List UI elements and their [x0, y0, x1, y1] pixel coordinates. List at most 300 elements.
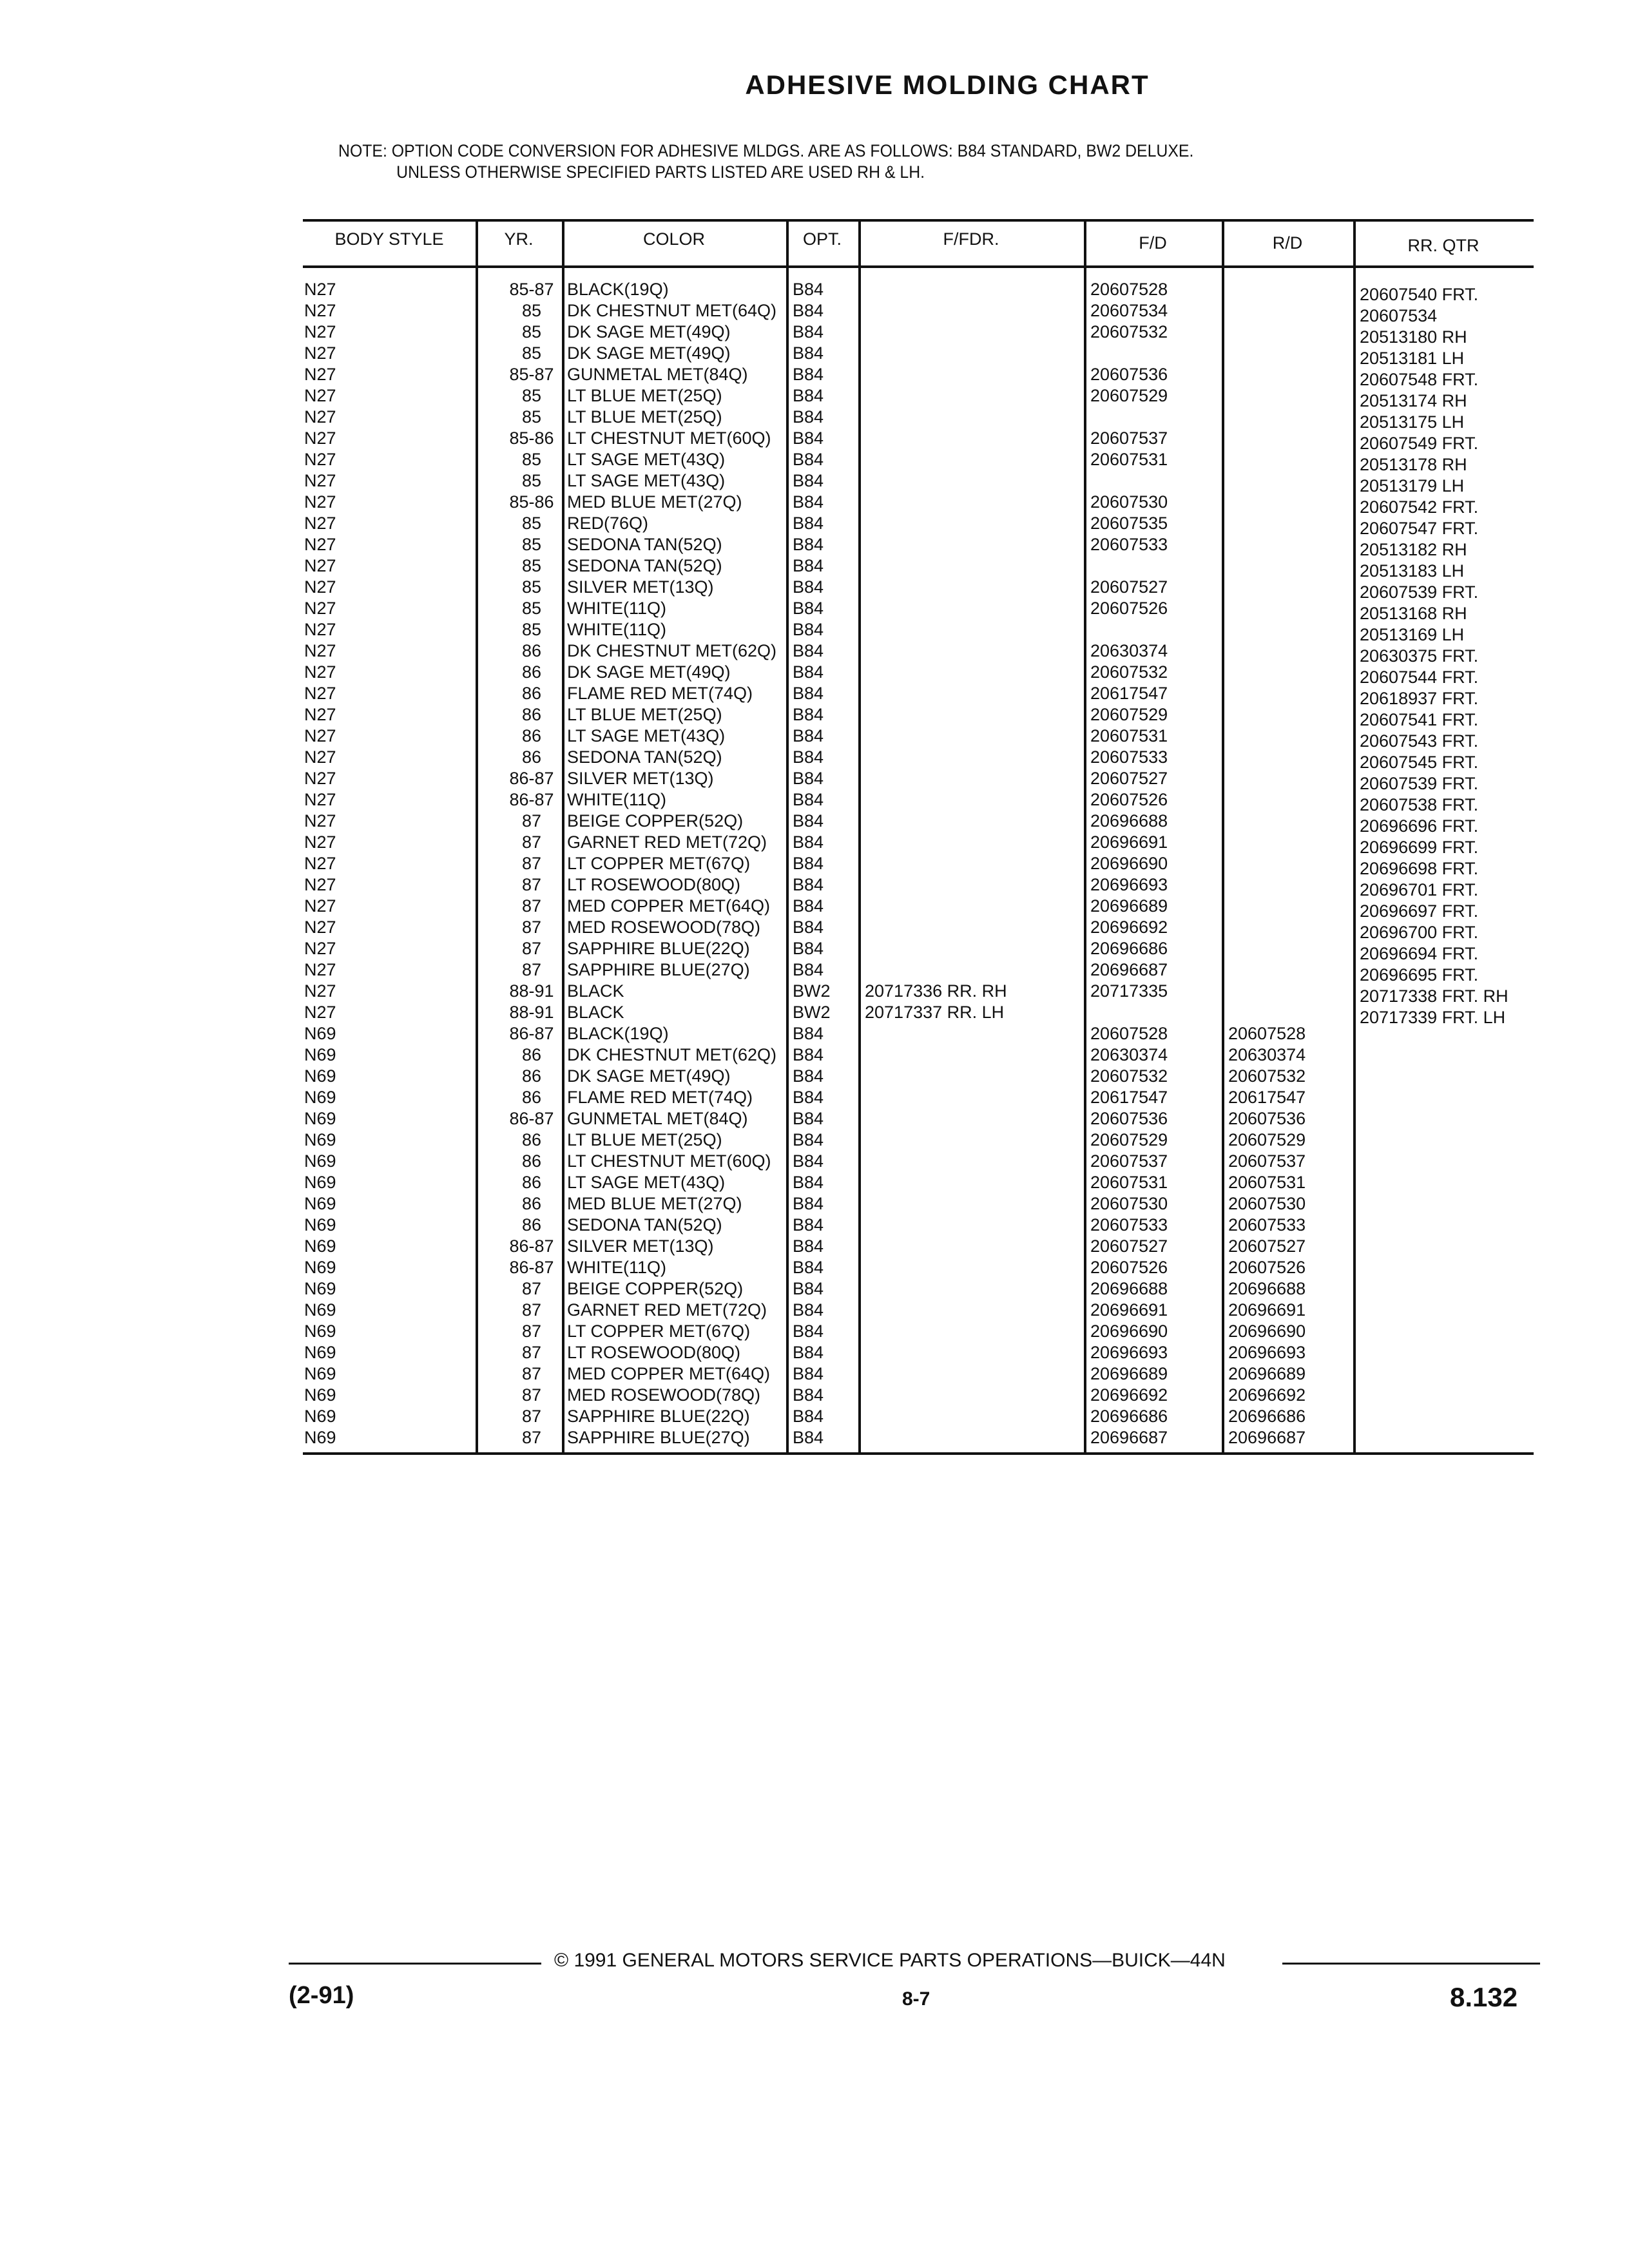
table-top-rule	[303, 219, 1534, 222]
cell-r-d: 20617547	[1228, 1088, 1306, 1107]
cell-rr-qtr: 20607545 FRT.	[1360, 753, 1479, 772]
cell-color: LT CHESTNUT MET(60Q)	[567, 428, 771, 448]
cell-opt: B84	[793, 1109, 824, 1128]
cell-color: WHITE(11Q)	[567, 1258, 666, 1277]
table-row	[303, 662, 1534, 687]
cell-f-d: 20630374	[1090, 641, 1168, 660]
cell-f-d: 20696690	[1090, 854, 1168, 873]
cell-opt: B84	[793, 301, 824, 320]
cell-opt: B84	[793, 1364, 824, 1383]
table-row	[303, 1215, 1534, 1236]
cell-color: SILVER MET(13Q)	[567, 1236, 714, 1256]
cell-body-style: N27	[304, 981, 336, 1001]
cell-yr: 87	[521, 1321, 542, 1341]
cell-opt: B84	[793, 1279, 824, 1298]
cell-opt: B84	[793, 1088, 824, 1107]
cell-body-style: N27	[304, 407, 336, 427]
cell-yr: 87	[521, 1364, 542, 1383]
cell-f-d: 20607529	[1090, 705, 1168, 724]
cell-opt: B84	[793, 1428, 824, 1447]
cell-body-style: N27	[304, 747, 336, 767]
cell-rr-qtr: 20513175 LH	[1360, 412, 1465, 432]
cell-rr-qtr: 20696694 FRT.	[1360, 944, 1479, 963]
cell-f-d: 20696688	[1090, 1279, 1168, 1298]
cell-rr-qtr: 20717339 FRT. LH	[1360, 1008, 1506, 1027]
cell-yr: 87	[521, 811, 542, 831]
cell-yr: 88-91	[509, 981, 554, 1001]
cell-color: SEDONA TAN(52Q)	[567, 535, 722, 554]
table-row	[303, 428, 1534, 453]
cell-rr-qtr: 20696700 FRT.	[1360, 923, 1479, 942]
cell-body-style: N27	[304, 322, 336, 341]
cell-body-style: N69	[304, 1428, 336, 1447]
cell-opt: B84	[793, 450, 824, 469]
cell-body-style: N27	[304, 811, 336, 831]
cell-f-d: 20607535	[1090, 514, 1168, 533]
cell-rr-qtr: 20607547 FRT.	[1360, 519, 1479, 538]
header-f-fdr: F/FDR.	[943, 229, 999, 249]
cell-body-style: N27	[304, 939, 336, 958]
cell-yr: 87	[521, 939, 542, 958]
cell-body-style: N27	[304, 599, 336, 618]
cell-body-style: N27	[304, 854, 336, 873]
cell-rr-qtr: 20607543 FRT.	[1360, 731, 1479, 751]
cell-yr: 85-87	[509, 280, 554, 299]
cell-body-style: N69	[304, 1279, 336, 1298]
cell-color: BLACK(19Q)	[567, 1024, 669, 1043]
cell-rr-qtr: 20513182 RH	[1360, 540, 1467, 559]
cell-f-d: 20696691	[1090, 832, 1168, 852]
cell-opt: B84	[793, 365, 824, 384]
cell-opt: B84	[793, 1045, 824, 1064]
cell-color: SAPPHIRE BLUE(22Q)	[567, 1407, 750, 1426]
cell-rr-qtr: 20717338 FRT. RH	[1360, 986, 1509, 1006]
cell-body-style: N69	[304, 1321, 336, 1341]
cell-f-d: 20607527	[1090, 577, 1168, 597]
cell-rr-qtr: 20513169 LH	[1360, 625, 1465, 644]
cell-opt: B84	[793, 832, 824, 852]
cell-body-style: N27	[304, 832, 336, 852]
cell-body-style: N27	[304, 960, 336, 979]
table-row	[303, 938, 1534, 963]
cell-opt: B84	[793, 854, 824, 873]
table-row	[303, 1172, 1534, 1193]
cell-r-d: 20607533	[1228, 1215, 1306, 1235]
cell-f-d: 20696686	[1090, 1407, 1168, 1426]
cell-color: LT SAGE MET(43Q)	[567, 450, 726, 469]
table-row	[303, 1342, 1534, 1363]
cell-body-style: N27	[304, 769, 336, 788]
cell-opt: B84	[793, 1024, 824, 1043]
cell-f-d: 20607537	[1090, 428, 1168, 448]
table-row	[303, 811, 1534, 836]
cell-f-d: 20607534	[1090, 301, 1168, 320]
cell-rr-qtr: 20607538 FRT.	[1360, 795, 1479, 814]
cell-r-d: 20630374	[1228, 1045, 1306, 1064]
cell-rr-qtr: 20630375 FRT.	[1360, 646, 1479, 666]
cell-r-d: 20696690	[1228, 1321, 1306, 1341]
cell-r-d: 20696692	[1228, 1385, 1306, 1405]
cell-yr: 87	[521, 832, 542, 852]
cell-f-d: 20607533	[1090, 535, 1168, 554]
cell-yr: 85	[521, 450, 542, 469]
cell-r-d: 20607530	[1228, 1194, 1306, 1213]
cell-opt: B84	[793, 577, 824, 597]
table-row	[303, 300, 1534, 325]
cell-yr: 85	[521, 514, 542, 533]
cell-r-d: 20607526	[1228, 1258, 1306, 1277]
cell-f-d: 20607537	[1090, 1151, 1168, 1171]
cell-yr: 86	[521, 705, 542, 724]
footer-rule-left	[289, 1963, 541, 1965]
cell-body-style: N69	[304, 1130, 336, 1149]
table-row	[303, 1151, 1534, 1172]
cell-color: WHITE(11Q)	[567, 790, 666, 809]
cell-opt: B84	[793, 471, 824, 490]
cell-yr: 85	[521, 599, 542, 618]
cell-color: SAPPHIRE BLUE(22Q)	[567, 939, 750, 958]
cell-f-d: 20607528	[1090, 1024, 1168, 1043]
cell-body-style: N27	[304, 620, 336, 639]
cell-yr: 86-87	[509, 769, 554, 788]
cell-opt: B84	[793, 514, 824, 533]
cell-color: LT CHESTNUT MET(60Q)	[567, 1151, 771, 1171]
cell-f-d: 20696693	[1090, 875, 1168, 894]
cell-body-style: N27	[304, 556, 336, 575]
cell-color: DK SAGE MET(49Q)	[567, 343, 731, 363]
cell-color: SEDONA TAN(52Q)	[567, 1215, 722, 1235]
cell-yr: 87	[521, 1385, 542, 1405]
header-yr: YR.	[504, 229, 534, 249]
header-opt: OPT.	[802, 229, 842, 249]
table-row	[303, 279, 1534, 304]
cell-f-d: 20607533	[1090, 1215, 1168, 1235]
cell-f-d: 20607526	[1090, 790, 1168, 809]
cell-body-style: N27	[304, 450, 336, 469]
cell-yr: 86	[521, 726, 542, 745]
table-row	[303, 1066, 1534, 1087]
cell-rr-qtr: 20696697 FRT.	[1360, 901, 1479, 921]
cell-f-d: 20607531	[1090, 1173, 1168, 1192]
cell-opt: B84	[793, 747, 824, 767]
cell-f-d: 20617547	[1090, 684, 1168, 703]
cell-opt: B84	[793, 556, 824, 575]
cell-opt: B84	[793, 1385, 824, 1405]
table-row	[303, 832, 1534, 857]
cell-yr: 86	[521, 747, 542, 767]
cell-yr: 88-91	[509, 1003, 554, 1022]
table-row	[303, 492, 1534, 517]
cell-f-d: 20607536	[1090, 1109, 1168, 1128]
table-row	[303, 1129, 1534, 1151]
cell-opt: B84	[793, 896, 824, 916]
table-row	[303, 1044, 1534, 1066]
table-row	[303, 555, 1534, 581]
cell-color: DK SAGE MET(49Q)	[567, 1066, 731, 1086]
table-row	[303, 1193, 1534, 1215]
cell-opt: B84	[793, 620, 824, 639]
molding-chart-table	[303, 219, 1534, 1456]
cell-body-style: N69	[304, 1045, 336, 1064]
cell-r-d: 20696693	[1228, 1343, 1306, 1362]
cell-f-d: 20696687	[1090, 960, 1168, 979]
cell-r-d: 20696687	[1228, 1428, 1306, 1447]
table-row	[303, 1023, 1534, 1044]
cell-body-style: N27	[304, 428, 336, 448]
cell-body-style: N27	[304, 492, 336, 512]
cell-yr: 85	[521, 471, 542, 490]
cell-opt: B84	[793, 1300, 824, 1320]
cell-color: SAPPHIRE BLUE(27Q)	[567, 960, 750, 979]
cell-f-d: 20617547	[1090, 1088, 1168, 1107]
table-row	[303, 874, 1534, 899]
table-row	[303, 1300, 1534, 1321]
cell-yr: 87	[521, 1279, 542, 1298]
table-row	[303, 513, 1534, 538]
table-row	[303, 1108, 1534, 1129]
cell-f-fdr: 20717337 RR. LH	[865, 1003, 1005, 1022]
cell-yr: 85	[521, 620, 542, 639]
table-row	[303, 1002, 1534, 1027]
cell-opt: B84	[793, 811, 824, 831]
table-row	[303, 853, 1534, 878]
cell-yr: 86	[521, 1066, 542, 1086]
cell-yr: 86-87	[509, 1024, 554, 1043]
cell-opt: B84	[793, 343, 824, 363]
cell-yr: 85	[521, 343, 542, 363]
cell-yr: 86	[521, 641, 542, 660]
cell-opt: B84	[793, 322, 824, 341]
table-row	[303, 577, 1534, 602]
cell-body-style: N27	[304, 1003, 336, 1022]
cell-yr: 87	[521, 1300, 542, 1320]
cell-body-style: N27	[304, 705, 336, 724]
cell-body-style: N69	[304, 1300, 336, 1320]
cell-yr: 86	[521, 1215, 542, 1235]
cell-color: GUNMETAL MET(84Q)	[567, 365, 748, 384]
table-row	[303, 534, 1534, 559]
table-row	[303, 1363, 1534, 1385]
cell-body-style: N69	[304, 1215, 336, 1235]
cell-f-d: 20696692	[1090, 918, 1168, 937]
cell-body-style: N27	[304, 386, 336, 405]
cell-yr: 85	[521, 535, 542, 554]
cell-color: WHITE(11Q)	[567, 599, 666, 618]
cell-opt: B84	[793, 1173, 824, 1192]
cell-rr-qtr: 20607534	[1360, 306, 1438, 325]
cell-color: LT COPPER MET(67Q)	[567, 854, 751, 873]
footer-sub-page: 8-7	[902, 1988, 930, 2010]
cell-yr: 85	[521, 386, 542, 405]
cell-opt: BW2	[793, 981, 831, 1001]
header-rr-qtr: RR. QTR	[1407, 236, 1480, 255]
cell-f-d: 20607527	[1090, 1236, 1168, 1256]
header-body-style: BODY STYLE	[334, 229, 444, 249]
cell-f-d: 20607530	[1090, 1194, 1168, 1213]
table-row	[303, 1427, 1534, 1448]
cell-body-style: N69	[304, 1194, 336, 1213]
header-bottom-rule	[303, 265, 1534, 268]
cell-rr-qtr: 20607544 FRT.	[1360, 668, 1479, 687]
cell-f-d: 20607532	[1090, 662, 1168, 682]
cell-body-style: N27	[304, 343, 336, 363]
cell-opt: B84	[793, 428, 824, 448]
note-line-2: UNLESS OTHERWISE SPECIFIED PARTS LISTED ARE USED RH & LH.	[396, 162, 925, 182]
cell-body-style: N27	[304, 726, 336, 745]
table-row	[303, 747, 1534, 772]
cell-yr: 86	[521, 1194, 542, 1213]
cell-rr-qtr: 20696698 FRT.	[1360, 859, 1479, 878]
cell-yr: 85-86	[509, 428, 554, 448]
cell-color: SEDONA TAN(52Q)	[567, 556, 722, 575]
cell-rr-qtr: 20513180 RH	[1360, 327, 1467, 347]
cell-yr: 86-87	[509, 1236, 554, 1256]
cell-yr: 87	[521, 918, 542, 937]
cell-rr-qtr: 20607541 FRT.	[1360, 710, 1479, 729]
cell-opt: B84	[793, 1258, 824, 1277]
cell-yr: 85	[521, 407, 542, 427]
cell-body-style: N27	[304, 301, 336, 320]
cell-f-d: 20607529	[1090, 386, 1168, 405]
cell-opt: B84	[793, 1066, 824, 1086]
cell-color: DK CHESTNUT MET(62Q)	[567, 1045, 777, 1064]
cell-body-style: N27	[304, 641, 336, 660]
cell-color: DK CHESTNUT MET(62Q)	[567, 641, 777, 660]
cell-color: LT ROSEWOOD(80Q)	[567, 1343, 741, 1362]
cell-f-d: 20696689	[1090, 896, 1168, 916]
cell-yr: 85	[521, 322, 542, 341]
cell-yr: 86	[521, 1173, 542, 1192]
cell-rr-qtr: 20513174 RH	[1360, 391, 1467, 410]
cell-color: BEIGE COPPER(52Q)	[567, 811, 744, 831]
cell-f-d: 20607527	[1090, 769, 1168, 788]
cell-opt: B84	[793, 280, 824, 299]
cell-opt: B84	[793, 599, 824, 618]
cell-body-style: N69	[304, 1109, 336, 1128]
cell-body-style: N69	[304, 1024, 336, 1043]
cell-opt: B84	[793, 1151, 824, 1171]
cell-yr: 85	[521, 556, 542, 575]
table-row	[303, 640, 1534, 666]
cell-color: LT ROSEWOOD(80Q)	[567, 875, 741, 894]
table-row	[303, 598, 1534, 623]
table-row	[303, 1087, 1534, 1108]
cell-opt: B84	[793, 386, 824, 405]
cell-color: LT SAGE MET(43Q)	[567, 1173, 726, 1192]
cell-body-style: N69	[304, 1066, 336, 1086]
cell-f-d: 20607533	[1090, 747, 1168, 767]
table-row	[303, 981, 1534, 1006]
table-row	[303, 470, 1534, 495]
cell-opt: B84	[793, 1194, 824, 1213]
page-title: ADHESIVE MOLDING CHART	[745, 70, 1150, 100]
cell-body-style: N27	[304, 918, 336, 937]
cell-color: FLAME RED MET(74Q)	[567, 684, 753, 703]
cell-rr-qtr: 20607539 FRT.	[1360, 582, 1479, 602]
footer-copyright: © 1991 GENERAL MOTORS SERVICE PARTS OPERATIONS—BUICK—44N	[554, 1950, 1226, 1971]
cell-body-style: N69	[304, 1173, 336, 1192]
cell-yr: 87	[521, 960, 542, 979]
cell-color: LT BLUE MET(25Q)	[567, 407, 722, 427]
cell-f-d: 20696693	[1090, 1343, 1168, 1362]
table-bottom-rule	[303, 1452, 1534, 1455]
cell-f-d: 20607526	[1090, 1258, 1168, 1277]
cell-color: DK CHESTNUT MET(64Q)	[567, 301, 777, 320]
cell-body-style: N27	[304, 662, 336, 682]
cell-color: LT BLUE MET(25Q)	[567, 1130, 722, 1149]
table-row	[303, 385, 1534, 410]
cell-color: SEDONA TAN(52Q)	[567, 747, 722, 767]
cell-yr: 86	[521, 1088, 542, 1107]
cell-color: BLACK	[567, 1003, 624, 1022]
table-row	[303, 726, 1534, 751]
cell-body-style: N27	[304, 684, 336, 703]
cell-body-style: N69	[304, 1236, 336, 1256]
cell-color: LT SAGE MET(43Q)	[567, 471, 726, 490]
cell-yr: 87	[521, 875, 542, 894]
cell-yr: 87	[521, 854, 542, 873]
cell-color: MED BLUE MET(27Q)	[567, 1194, 742, 1213]
cell-color: MED COPPER MET(64Q)	[567, 896, 771, 916]
header-color: COLOR	[642, 229, 706, 249]
cell-color: BLACK	[567, 981, 624, 1001]
cell-r-d: 20696686	[1228, 1407, 1306, 1426]
table-row	[303, 1321, 1534, 1342]
footer-rule-right	[1282, 1963, 1540, 1965]
cell-yr: 87	[521, 1407, 542, 1426]
cell-opt: B84	[793, 535, 824, 554]
cell-rr-qtr: 20696699 FRT.	[1360, 838, 1479, 857]
cell-f-d: 20607528	[1090, 280, 1168, 299]
note-line-1: NOTE: OPTION CODE CONVERSION FOR ADHESIVE MLDGS. ARE AS FOLLOWS: B84 STANDARD, BW2 DELUXE.	[338, 141, 1194, 160]
cell-body-style: N69	[304, 1407, 336, 1426]
cell-rr-qtr: 20696696 FRT.	[1360, 816, 1479, 836]
table-row	[303, 1385, 1534, 1406]
cell-opt: B84	[793, 684, 824, 703]
cell-yr: 86	[521, 662, 542, 682]
table-row	[303, 896, 1534, 921]
cell-body-style: N27	[304, 896, 336, 916]
cell-r-d: 20696688	[1228, 1279, 1306, 1298]
cell-color: WHITE(11Q)	[567, 620, 666, 639]
cell-f-d: 20607536	[1090, 365, 1168, 384]
table-row	[303, 449, 1534, 474]
cell-body-style: N69	[304, 1088, 336, 1107]
footer-date-code: (2-91)	[289, 1982, 354, 2009]
cell-opt: B84	[793, 1407, 824, 1426]
cell-yr: 87	[521, 1343, 542, 1362]
cell-r-d: 20696689	[1228, 1364, 1306, 1383]
table-row	[303, 959, 1534, 985]
cell-yr: 86-87	[509, 1109, 554, 1128]
cell-rr-qtr: 20696695 FRT.	[1360, 965, 1479, 985]
cell-body-style: N27	[304, 577, 336, 597]
table-row	[303, 322, 1534, 347]
cell-color: FLAME RED MET(74Q)	[567, 1088, 753, 1107]
cell-body-style: N27	[304, 471, 336, 490]
cell-rr-qtr: 20618937 FRT.	[1360, 689, 1479, 708]
header-r-d: R/D	[1272, 233, 1303, 253]
table-row	[303, 619, 1534, 644]
cell-f-d: 20607532	[1090, 1066, 1168, 1086]
cell-color: GARNET RED MET(72Q)	[567, 832, 767, 852]
cell-f-d: 20696686	[1090, 939, 1168, 958]
cell-opt: B84	[793, 1215, 824, 1235]
cell-rr-qtr: 20607542 FRT.	[1360, 497, 1479, 517]
cell-f-d: 20717335	[1090, 981, 1168, 1001]
table-row	[303, 1257, 1534, 1278]
cell-body-style: N69	[304, 1258, 336, 1277]
